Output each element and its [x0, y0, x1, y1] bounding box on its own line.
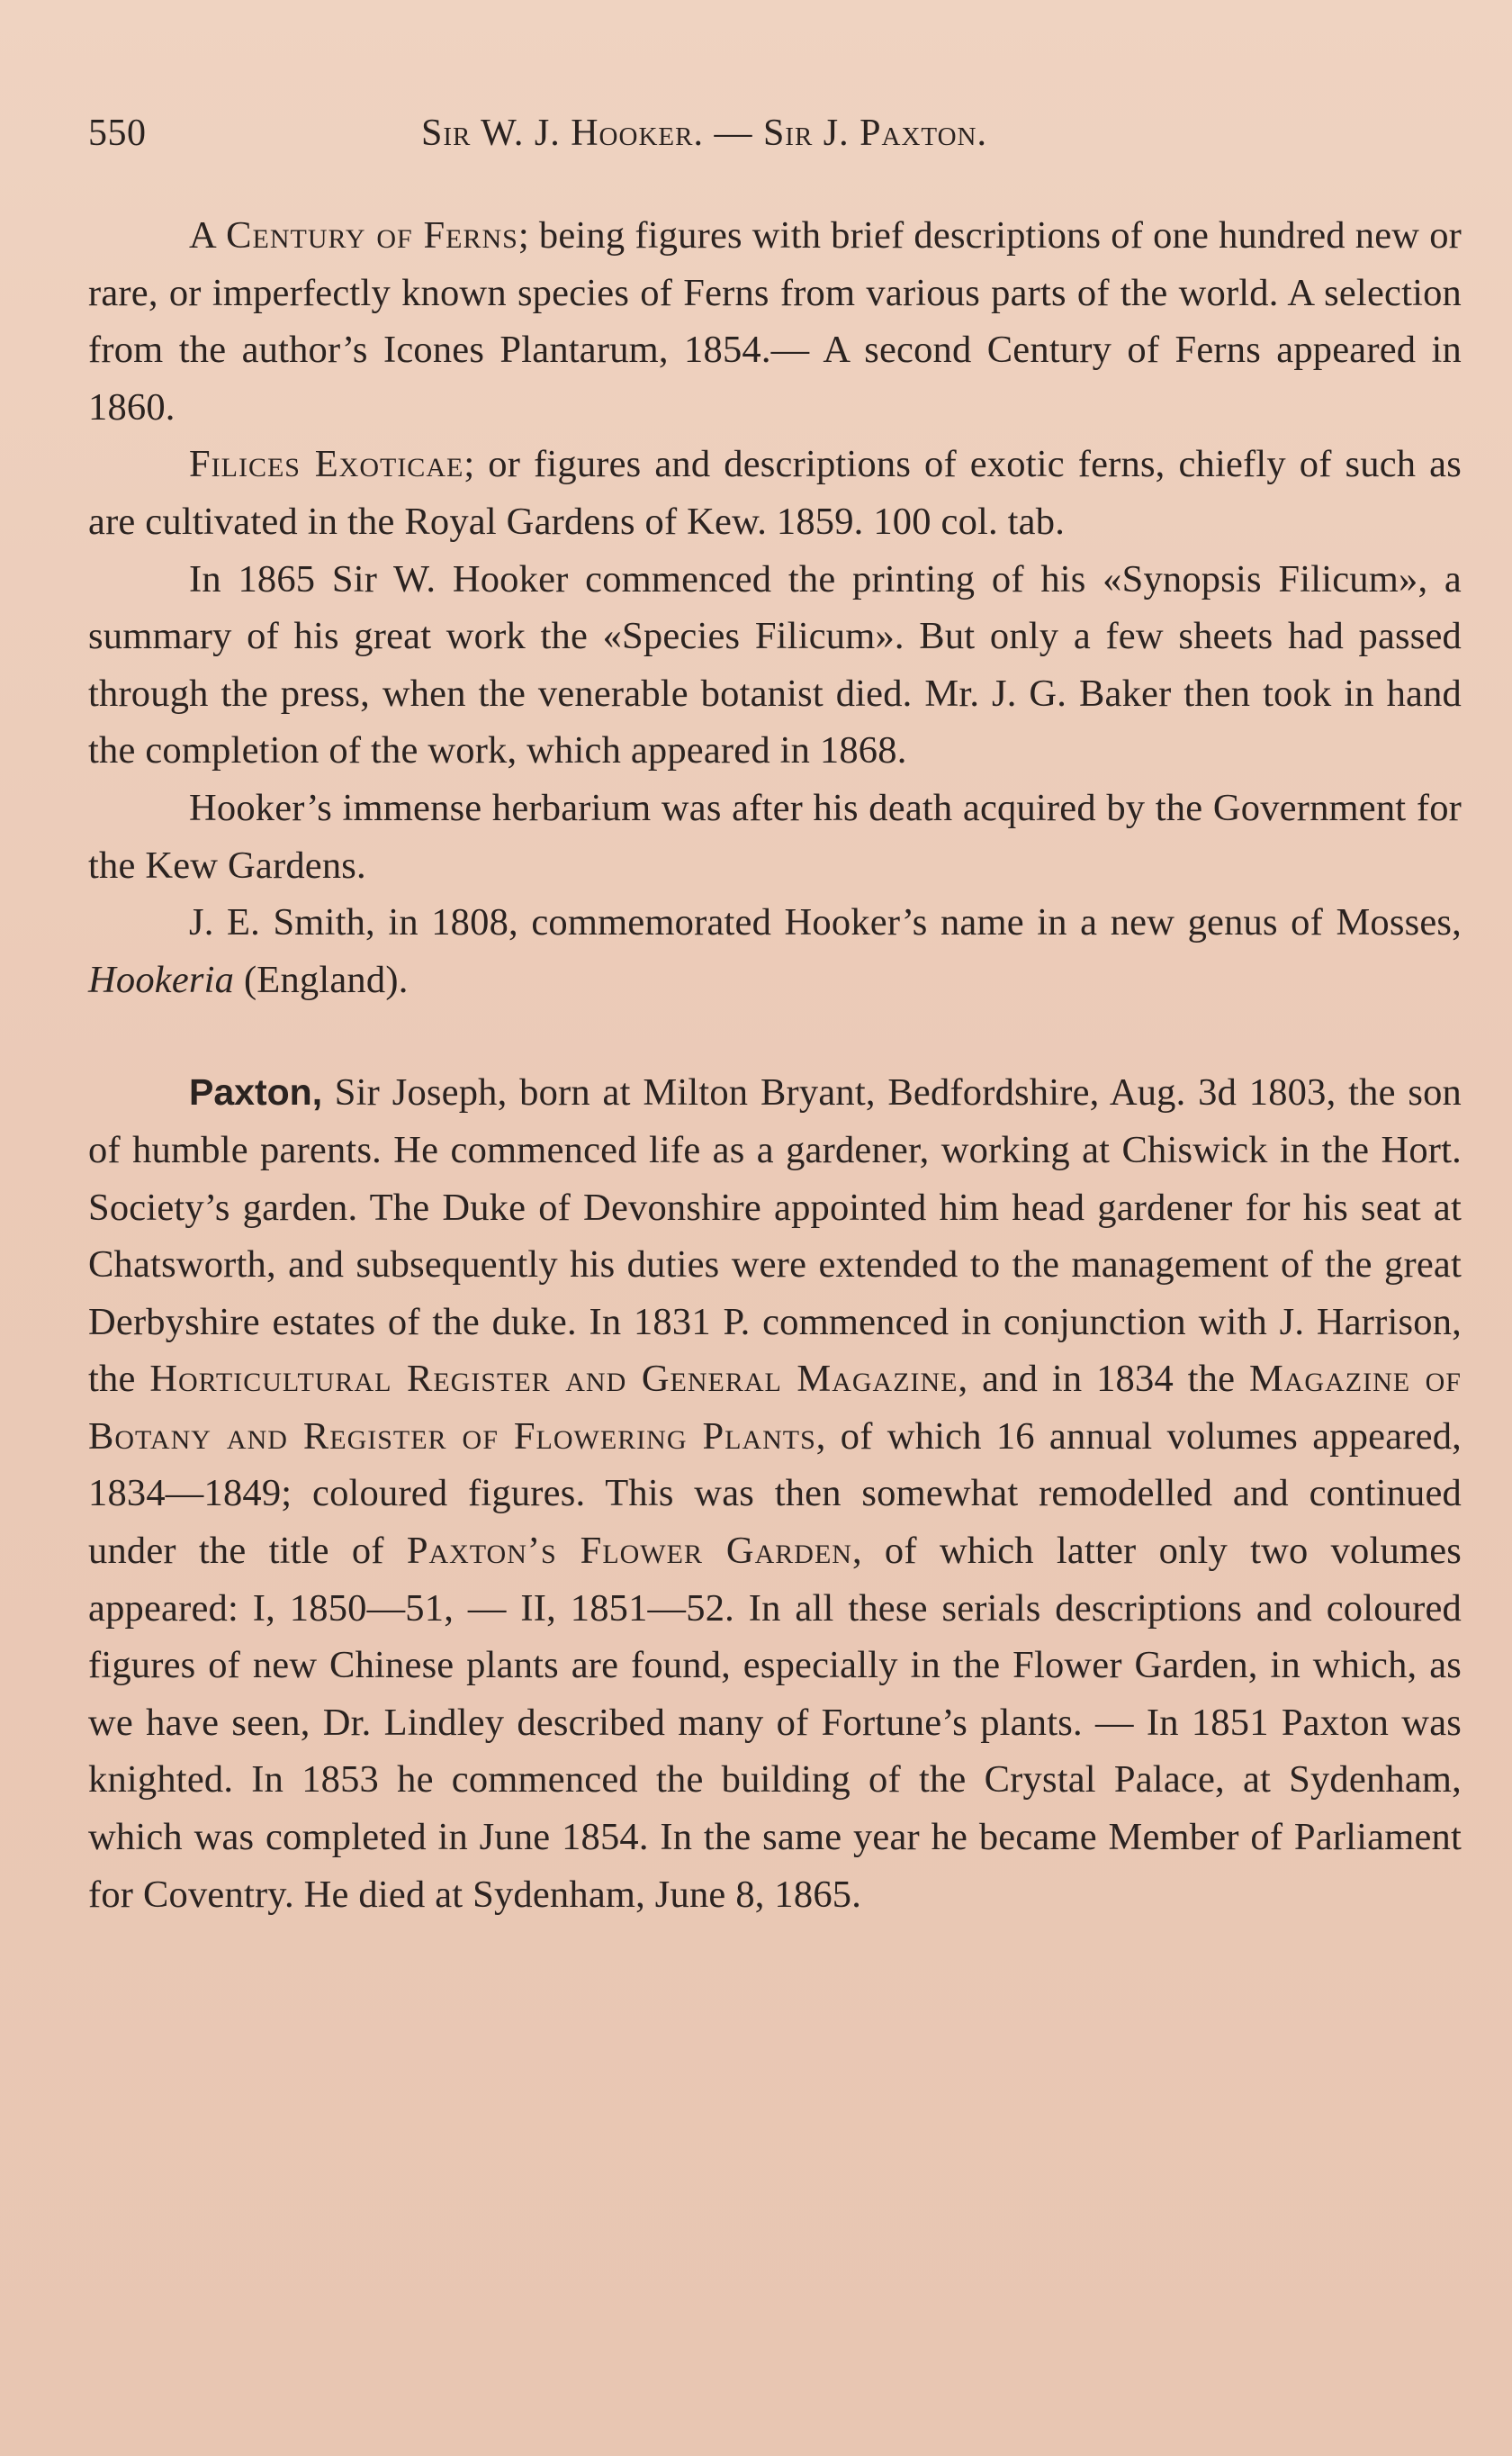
work-title-century-of-ferns: A Century of Ferns	[189, 214, 518, 257]
paragraph-century-of-ferns	[88, 207, 1462, 436]
paragraph-text: , and in 1834 the	[958, 1358, 1249, 1401]
paragraph-text: Sir Joseph, born at Milton Bryant, Bedfordshire, Aug. 3d 1803, the son of humble parents. He commenced life as a gardener, working at Chiswick in the Hort. Society’s garden. The Duke of Devonshire appointed him head gardener for his seat at Chatsworth, and subsequently his duties were extended to the management of the great Derbyshire estates of the duke. In 1831 P. commenced in conjunction with J. Harrison, the	[88, 1071, 1462, 1401]
work-title-flower-garden: Paxton’s Flower Garden	[406, 1530, 852, 1573]
paragraph-text: , of which 16 annual volumes appeared, 1834—1849; coloured figures. This was then somewhat remodelled and continued under the title of	[88, 1414, 1462, 1573]
entry-name-paxton: Paxton,	[189, 1071, 323, 1114]
paragraph-herbarium	[88, 780, 1462, 894]
paragraph-text: ; being figures with brief descriptions of one hundred new or rare, or imperfectly known species of Ferns from various parts of the world. A selection from the author’s Icones Plantarum, 1854.— A second Century of Ferns appeared in 1860.	[88, 214, 1462, 429]
work-title-horticultural-register: Horticultural Register and General Magazine	[149, 1358, 958, 1401]
paragraph-hookeria	[88, 894, 1462, 1008]
paragraph-text: J. E. Smith, in 1808, commemorated Hooker’s name in a new genus of Mosses,	[189, 901, 1462, 944]
work-title-filices-exoticae: Filices Exoticae	[189, 443, 464, 486]
paragraph-text: (England).	[234, 958, 409, 1001]
paragraph-text: In 1865 Sir W. Hooker commenced the printing of his «Synopsis Filicum», a summary of his great work the «Species Filicum». But only a few sheets had passed through the press, when the venerable botanist died. Mr. J. G. Baker then took in hand the completion of the work, which appeared in 1868.	[88, 557, 1462, 772]
paragraph-text: , of which latter only two volumes appeared: I, 1850—51, — II, 1851—52. In all these serials descriptions and coloured figures of new Chinese plants are found, especially in the Flower Garden, in which, as we have seen, Dr. Lindley described many of Fortune’s plants. — In 1851 Paxton was knighted. In 1853 he commenced the building of the Crystal Palace, at Sydenham, which was completed in June 1854. In the same year he became Member of Parliament for Coventry. He died at Sydenham, June 8, 1865.	[88, 1530, 1462, 1916]
paragraph-paxton-entry	[88, 1064, 1462, 1923]
page-number: 550	[88, 113, 147, 154]
paragraph-text: ; or figures and descriptions of exotic ferns, chiefly of such as are cultivated in the Royal Gardens of Kew. 1859. 100 col. tab.	[88, 443, 1462, 543]
running-head	[88, 106, 1462, 160]
paragraph-text: Hooker’s immense herbarium was after his death acquired by the Government for the Kew Gardens.	[88, 786, 1462, 887]
running-title: Sir W. J. Hooker. — Sir J. Paxton.	[421, 113, 987, 154]
genus-name: Hookeria	[88, 958, 235, 1001]
work-title-magazine-of-botany: Magazine of Botany and Register of Flowering Plants	[88, 1358, 1462, 1458]
paragraph-synopsis-filicum	[88, 551, 1462, 780]
paragraph-filices-exoticae	[88, 436, 1462, 550]
entry-separator	[88, 1008, 1462, 1064]
page-body	[88, 207, 1462, 1923]
